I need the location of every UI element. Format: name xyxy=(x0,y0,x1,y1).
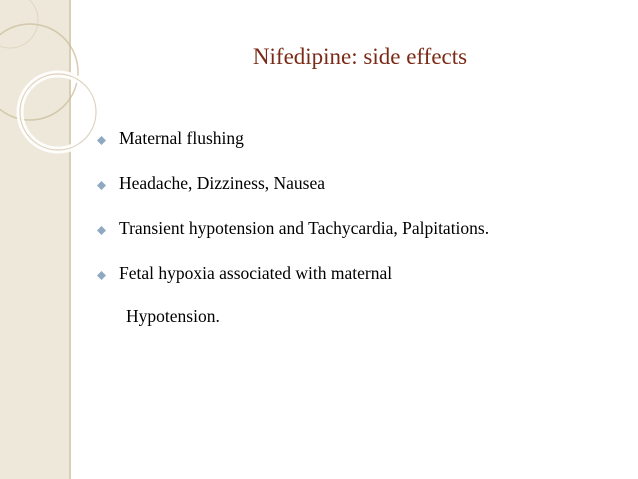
diamond-bullet-icon xyxy=(97,226,106,235)
bullet-item xyxy=(97,128,627,152)
slide-title: Nifedipine: side effects xyxy=(252,44,468,69)
bullet-continuation-text: Hypotension. xyxy=(126,306,220,326)
bullet-item xyxy=(97,218,627,242)
diamond-bullet-icon xyxy=(97,271,106,280)
bullet-text: Maternal flushing xyxy=(119,128,244,148)
deco-circle-medium xyxy=(20,74,96,150)
bullet-text: Headache, Dizziness, Nausea xyxy=(119,173,326,193)
diamond-bullet-icon xyxy=(97,136,106,145)
diamond-bullet-icon xyxy=(97,181,106,190)
bullet-item xyxy=(97,173,627,197)
bullet-text: Fetal hypoxia associated with maternal xyxy=(119,263,393,283)
bullet-text: Transient hypotension and Tachycardia, Palpitations. xyxy=(119,218,490,238)
bullet-item xyxy=(97,263,627,287)
bullet-list xyxy=(97,128,627,308)
